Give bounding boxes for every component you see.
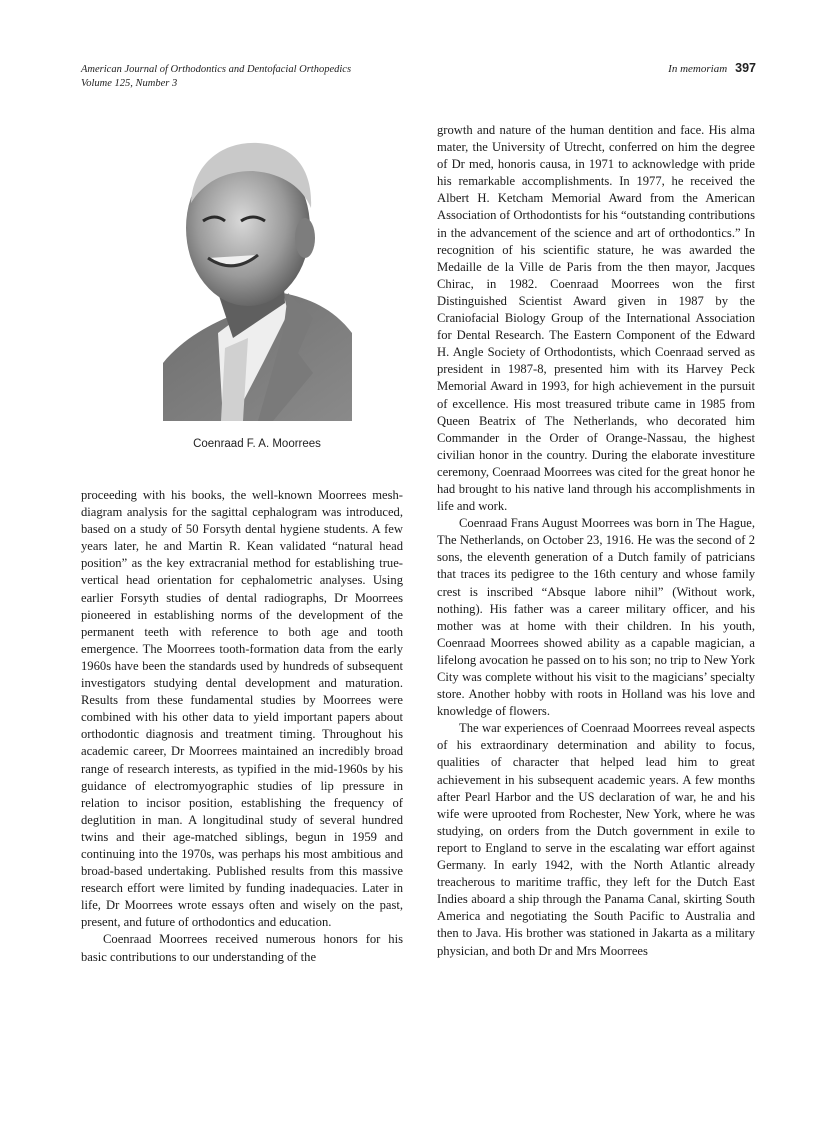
paragraph: The war experiences of Coenraad Moorrees reveal aspects of his extraordinary determination and ability to focus, qualities of character that helped lead him to great achievement in his subsequent academic years. A few months after Pearl Harbor and the US declaration of war, he and his wife were uprooted from Rochester, New York, where he was studying, on orders from the Dutch government in exile to report to England to serve in the escalating war effort against Germany. In early 1942, with the North Atlantic already treacherous to maritime traffic, they left for the Dutch East Indies aboard a ship through the Panama Canal, skirting South America and negotiating the South Pacific to Australia and then to Java. His brother was stationed in Jakarta as a military physician, and both Dr and Mrs Moorrees [437, 721, 755, 958]
paragraph: proceeding with his books, the well-known Moorrees mesh-diagram analysis for the sagittal cephalogram was introduced, based on a study of 50 Forsyth dental hygiene students. A few years later, he and Martin R. Kean validated “natural head position” as the key extracranial method for establishing true-vertical head orientation for cephalometric analyses. Using earlier Forsyth studies of dental radiographs, Dr Moorrees pioneered in establishing norms of the development of the permanent teeth with reference to both age and tooth emergence. The Moorrees tooth-formation data from the early 1960s have been the standards used by hundreds of subsequent investigators studying dental development and maturation. Results from these fundamental studies by Moorrees were combined with his other data to yield important papers about orthodontic diagnosis and treatment timing. Throughout his academic career, Dr Moorrees maintained an incredibly broad range of research interests, as typified in the mid-1960s by his guidance of electromyographic studies of lip pressure in relation to incisor position, establishing the frequency of deglutition in man. A longitudinal study of several hundred twins and their age-matched siblings, begun in 1959 and continuing into the 1970s, was perhaps his most ambitious and broad-based undertaking. Published results from this massive research effort were limited by funding inadequacies. Later in life, Dr Moorrees wrote essays often and wisely on the past, present, and future of orthodontics and education. [81, 488, 403, 930]
running-header-section [668, 61, 756, 75]
journal-title: American Journal of Orthodontics and Dentofacial Orthopedics [81, 64, 352, 75]
running-header-journal [81, 63, 351, 91]
photo-caption: Coenraad F. A. Moorrees [193, 438, 321, 450]
page-number: 397 [735, 61, 756, 75]
journal-volume: Volume 125, Number 3 [81, 78, 178, 89]
left-text-column [81, 487, 403, 966]
paragraph: Coenraad Moorrees received numerous honors for his basic contributions to our understanding of the [81, 932, 403, 964]
paragraph: growth and nature of the human dentition and face. His alma mater, the University of Utrecht, conferred on him the degree of Dr med, honoris causa, in 1971 to acknowledge with pride his remarkable accomplishments. In 1977, he received the Albert H. Ketcham Memorial Award from the American Association of Orthodontists for his “outstanding contributions in the advancement of the science and art of orthodontics.” In recognition of his scientific stature, he was awarded the Medaille de la Ville de Paris from the then mayor, Jacques Chirac, in 1982. Coenraad Moorrees won the first Distinguished Scientist Award given in 1987 by the Craniofacial Biology Group of the International Association for Dental Research. The Eastern Component of the Edward H. Angle Society of Orthodontists, which Coenraad served as president in 1987-8, presented him with its Harvey Peck Memorial Award in 1993, for high achievement in the pursuit of excellence. His most treasured tribute came in 1985 from Queen Beatrix of The Netherlands, who decorated him Commander in the Order of Orange-Nassau, the highest civilian honor in the country. During the elaborate investiture ceremony, Coenraad Moorrees was cited for the great honor he had brought to his native land through his accomplishments in life and work. [437, 123, 755, 514]
portrait-photo [163, 133, 352, 421]
section-title: In memoriam [668, 63, 728, 75]
paragraph: Coenraad Frans August Moorrees was born in The Hague, The Netherlands, on October 23, 1916. He was the second of 2 sons, the eleventh generation of a Dutch family of patricians that traces its pedigree to the 16th century and whose family crest is inscribed “Absque labore nihil” (Without work, nothing). His father was a career military officer, and his mother was at home with their children. In his youth, Coenraad Moorrees showed ability as a capable magician, a lifelong avocation he passed on to his son; no trip to New York City was complete without his visit to the magicians’ specialty store. Another hobby with roots in Holland was his love and knowledge of flowers. [437, 516, 755, 719]
right-text-column [437, 122, 755, 960]
